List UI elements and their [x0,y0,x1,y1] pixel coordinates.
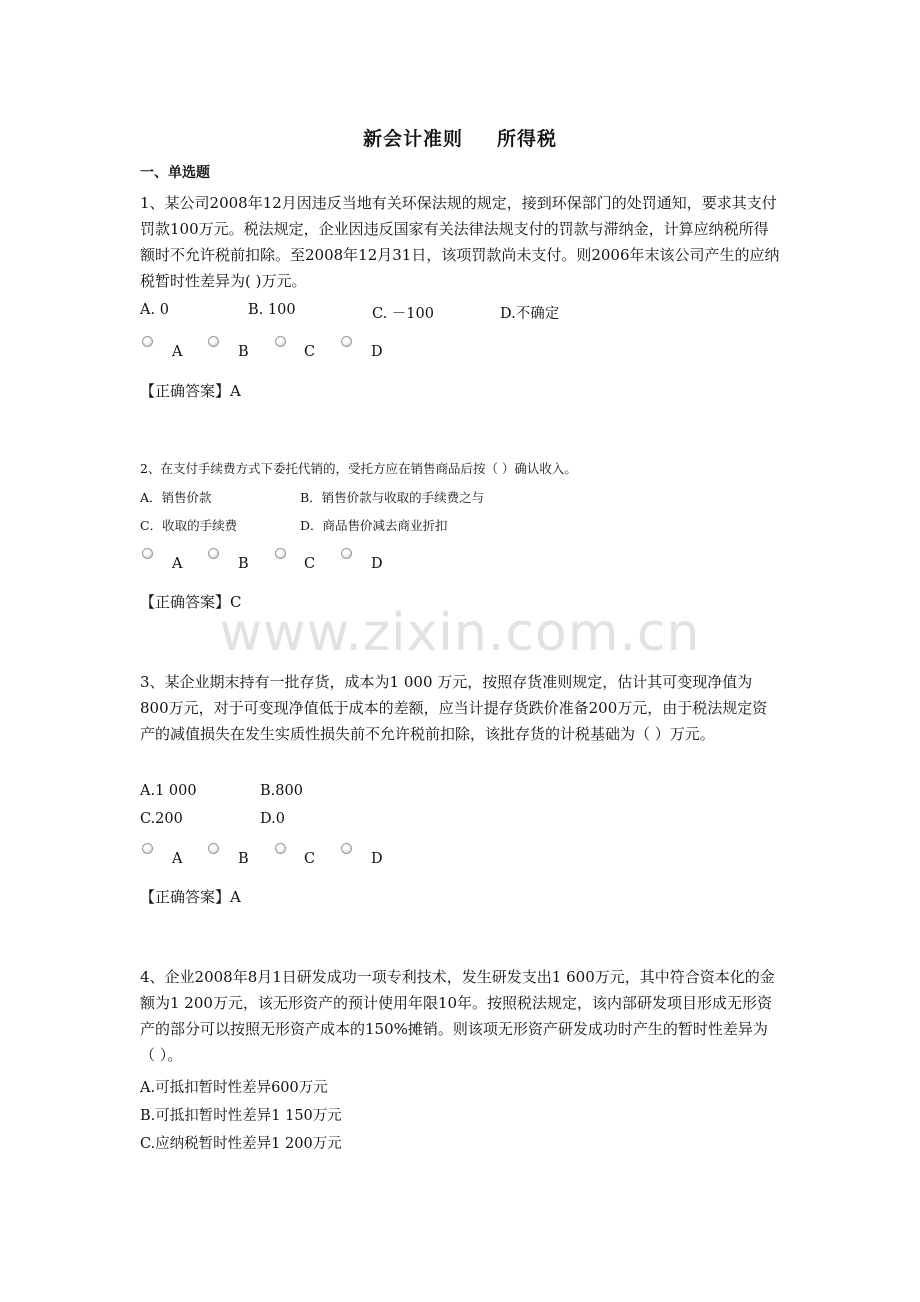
option-b: B.800 [260,783,303,799]
radio-b[interactable] [208,336,219,347]
radio-label-c: C [304,556,316,572]
radio-label-b: B [238,851,249,867]
option-b: B. 100 [248,302,296,318]
page-title [0,124,920,151]
radio-label-c: C [304,344,316,360]
option-d: D．商品售价减去商业折扣 [300,518,448,533]
option-a: A．销售价款 [140,490,212,505]
option-b: B．销售价款与收取的手续费之与 [300,490,485,505]
radio-b[interactable] [208,548,219,559]
radio-label-c: C [304,851,316,867]
radio-c[interactable] [275,548,286,559]
radio-label-d: D [371,344,383,360]
question-2-answer: 【正确答案】C [140,593,242,611]
radio-d[interactable] [341,843,352,854]
radio-label-a: A [172,344,183,360]
radio-a[interactable] [142,843,153,854]
option-c: C. －100 [372,306,434,322]
radio-label-a: A [172,556,183,572]
option-a: A. 0 [140,302,169,318]
radio-label-b: B [238,556,249,572]
radio-label-a: A [172,851,183,867]
radio-b[interactable] [208,843,219,854]
radio-label-b: B [238,344,249,360]
question-1-answer: 【正确答案】A [140,382,241,400]
question-4-text: 4、企业2008年8月1日研发成功一项专利技术，发生研发支出1 600万元，其中符合资本化的金额为1 200万元，该无形资产的预计使用年限10年。按照税法规定，该内部研发项目形成无形资产的部分可以按照无形资产成本的150%摊销。则该项无形资产研发成功时产生的暂时性差异为（ ）。 [140,968,775,1064]
watermark-text: www.zixin.com.cn [219,603,701,663]
question-1-text: 1、某公司2008年12月因违反当地有关环保法规的规定，接到环保部门的处罚通知，要求其支付罚款100万元。税法规定，企业因违反国家有关法律法规支付的罚款与滞纳金，计算应纳税所得额时不允许税前扣除。至2008年12月31日，该项罚款尚未支付。则2006年末该公司产生的应纳税暂时性差异为( )万元。 [140,194,780,290]
option-c: C.200 [140,811,183,827]
option-d: D.不确定 [500,306,560,322]
question-2-radio-group [140,548,540,574]
radio-d[interactable] [341,548,352,559]
option-d: D.0 [260,811,285,827]
question-2-text: 2、在支付手续费方式下委托代销的，受托方应在销售商品后按（ ）确认收入。 [140,461,577,476]
question-4-option-c: C.应纳税暂时性差异1 200万元 [140,1136,342,1152]
radio-c[interactable] [275,843,286,854]
radio-a[interactable] [142,336,153,347]
radio-c[interactable] [275,336,286,347]
question-3-text: 3、某企业期末持有一批存货，成本为1 000 万元，按照存货准则规定，估计其可变现净值为800万元，对于可变现净值低于成本的差额，应当计提存货跌价准备200万元，由于税法规定资产的减值损失在发生实质性损失前不允许税前扣除，该批存货的计税基础为（ ）万元。 [140,673,768,743]
question-4-option-b: B.可抵扣暂时性差异1 150万元 [140,1108,342,1124]
radio-label-d: D [371,851,383,867]
radio-a[interactable] [142,548,153,559]
title-main: 新会计准则 [362,128,463,150]
section-heading: 一、单选题 [140,165,210,181]
option-c: C．收取的手续费 [140,518,238,533]
question-3-radio-group [140,843,540,869]
question-4-option-a: A.可抵扣暂时性差异600万元 [140,1080,328,1096]
title-sub: 所得税 [497,128,558,150]
radio-label-d: D [371,556,383,572]
question-3-answer: 【正确答案】A [140,888,241,906]
question-1-radio-group [140,336,540,362]
option-a: A.1 000 [140,783,197,799]
radio-d[interactable] [341,336,352,347]
